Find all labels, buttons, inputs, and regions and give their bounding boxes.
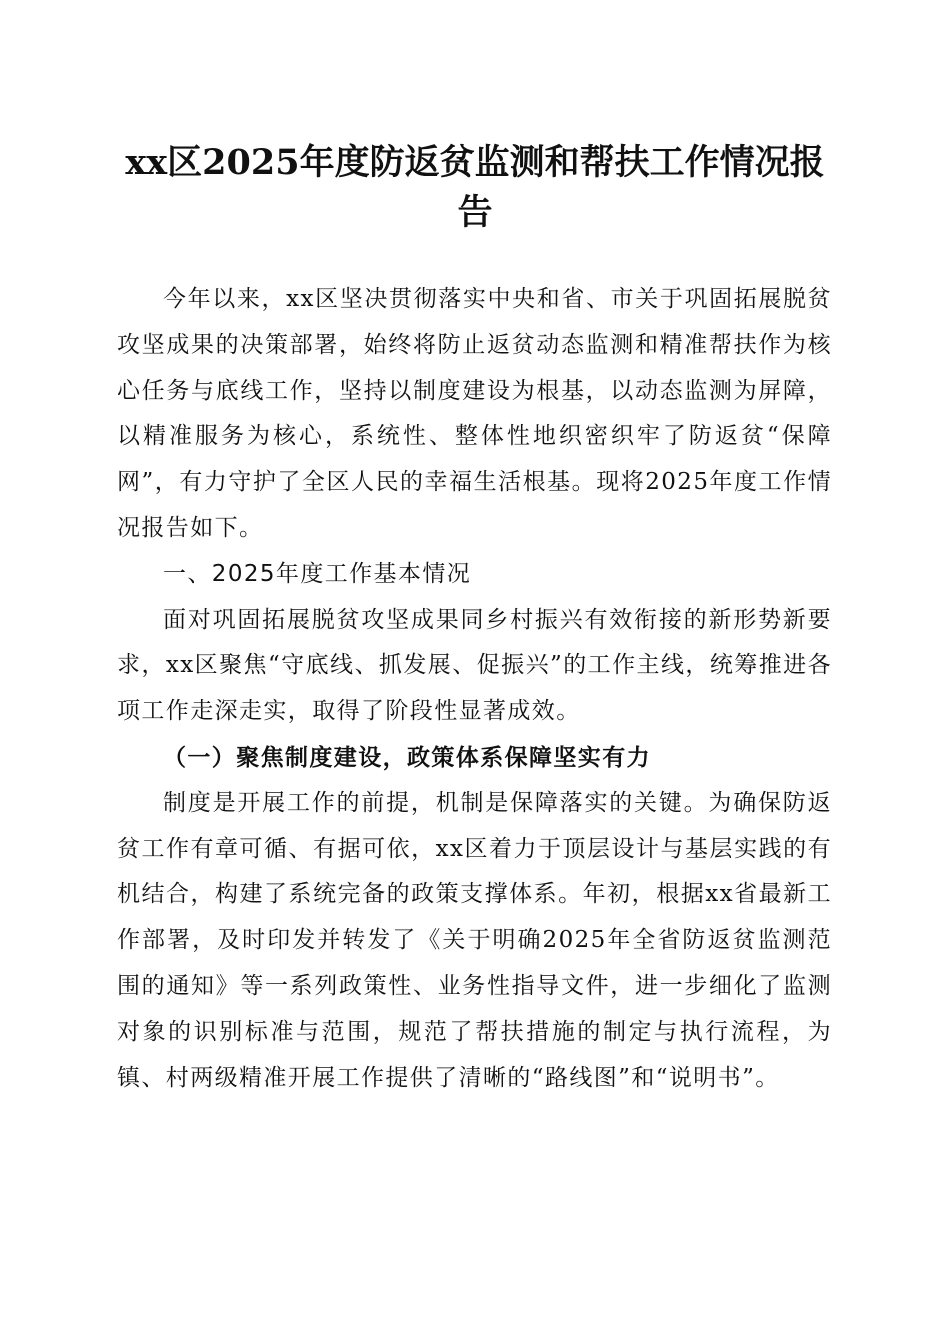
document-body [117,277,832,1101]
section-1-paragraph: 面对巩固拓展脱贫攻坚成果同乡村振兴有效衔接的新形势新要求，xx区聚焦“守底线、抓发展、促振兴”的工作主线，统筹推进各项工作走深走实，取得了阶段性显著成效。 [117,606,832,725]
intro-paragraph: 今年以来，xx区坚决贯彻落实中央和省、市关于巩固拓展脱贫攻坚成果的决策部署，始终将防止返贫动态监测和精准帮扶作为核心任务与底线工作，坚持以制度建设为根基，以动态监测为屏障，以精准服务为核心，系统性、整体性地织密织牢了防返贫“保障网”，有力守护了全区人民的幸福生活根基。现将2025年度工作情况报告如下。 [117,286,832,541]
subsection-1-paragraph: 制度是开展工作的前提，机制是保障落实的关键。为确保防返贫工作有章可循、有据可依，xx区着力于顶层设计与基层实践的有机结合，构建了系统完备的政策支撑体系。年初，根据xx省最新工作部署，及时印发并转发了《关于明确2025年全省防返贫监测范围的通知》等一系列政策性、业务性指导文件，进一步细化了监测对象的识别标准与范围，规范了帮扶措施的制定与执行流程，为镇、村两级精准开展工作提供了清晰的“路线图”和“说明书”。 [117,789,832,1091]
subsection-heading-1: （一）聚焦制度建设，政策体系保障坚实有力 [163,743,651,771]
section-heading-1: 一、2025年度工作基本情况 [163,560,472,587]
document-title: xx区2025年度防返贫监测和帮扶工作情况报告 [125,142,825,233]
